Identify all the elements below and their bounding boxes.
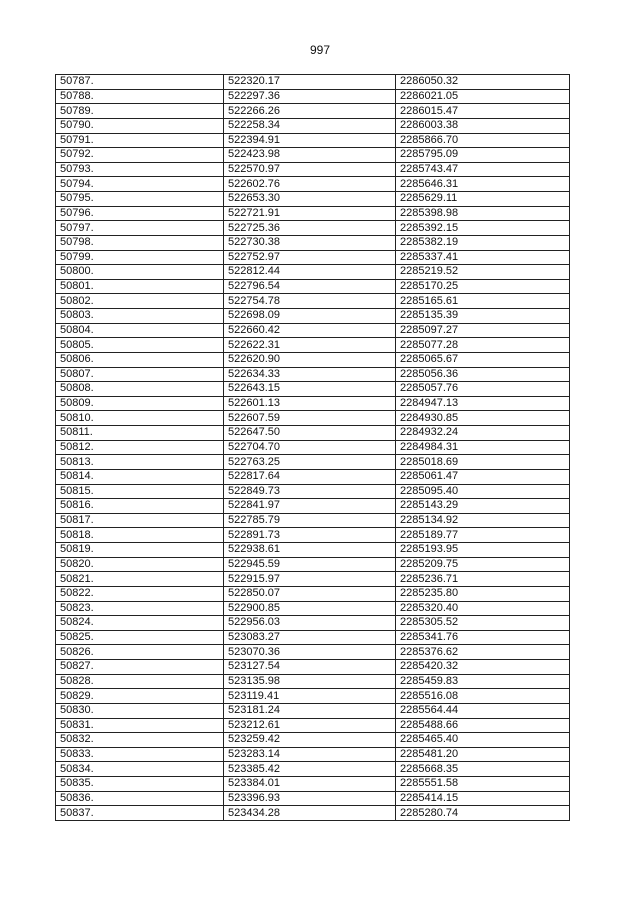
y-coordinate-cell: 2285018.69 — [396, 455, 570, 470]
point-number-cell: 50794. — [56, 177, 224, 192]
x-coordinate-cell: 523396.93 — [224, 791, 396, 806]
x-coordinate-cell: 522394.91 — [224, 133, 396, 148]
table-row — [56, 762, 570, 777]
point-number-cell: 50802. — [56, 294, 224, 309]
x-coordinate-cell: 522763.25 — [224, 455, 396, 470]
y-coordinate-cell: 2285135.39 — [396, 309, 570, 324]
table-row — [56, 674, 570, 689]
y-coordinate-cell: 2285382.19 — [396, 235, 570, 250]
table-row — [56, 426, 570, 441]
x-coordinate-cell: 522891.73 — [224, 528, 396, 543]
x-coordinate-cell: 522634.33 — [224, 367, 396, 382]
x-coordinate-cell: 522730.38 — [224, 235, 396, 250]
x-coordinate-cell: 522956.03 — [224, 616, 396, 631]
x-coordinate-cell: 522796.54 — [224, 279, 396, 294]
x-coordinate-cell: 522620.90 — [224, 352, 396, 367]
table-row — [56, 791, 570, 806]
x-coordinate-cell: 523119.41 — [224, 689, 396, 704]
point-number-cell: 50787. — [56, 75, 224, 90]
y-coordinate-cell: 2285320.40 — [396, 601, 570, 616]
point-number-cell: 50830. — [56, 703, 224, 718]
table-row — [56, 411, 570, 426]
y-coordinate-cell: 2285866.70 — [396, 133, 570, 148]
x-coordinate-cell: 522423.98 — [224, 148, 396, 163]
x-coordinate-cell: 522258.34 — [224, 118, 396, 133]
y-coordinate-cell: 2285481.20 — [396, 747, 570, 762]
point-number-cell: 50809. — [56, 396, 224, 411]
point-number-cell: 50827. — [56, 660, 224, 675]
y-coordinate-cell: 2285564.44 — [396, 703, 570, 718]
point-number-cell: 50834. — [56, 762, 224, 777]
table-row — [56, 557, 570, 572]
point-number-cell: 50788. — [56, 89, 224, 104]
x-coordinate-cell: 522266.26 — [224, 104, 396, 119]
y-coordinate-cell: 2285280.74 — [396, 806, 570, 821]
point-number-cell: 50816. — [56, 499, 224, 514]
y-coordinate-cell: 2285376.62 — [396, 645, 570, 660]
point-number-cell: 50804. — [56, 323, 224, 338]
point-number-cell: 50796. — [56, 206, 224, 221]
point-number-cell: 50798. — [56, 235, 224, 250]
point-number-cell: 50799. — [56, 250, 224, 265]
y-coordinate-cell: 2284947.13 — [396, 396, 570, 411]
point-number-cell: 50825. — [56, 630, 224, 645]
point-number-cell: 50824. — [56, 616, 224, 631]
point-number-cell: 50789. — [56, 104, 224, 119]
x-coordinate-cell: 523181.24 — [224, 703, 396, 718]
y-coordinate-cell: 2284930.85 — [396, 411, 570, 426]
x-coordinate-cell: 523259.42 — [224, 733, 396, 748]
table-row — [56, 148, 570, 163]
table-row — [56, 630, 570, 645]
table-row — [56, 733, 570, 748]
y-coordinate-cell: 2285209.75 — [396, 557, 570, 572]
table-row — [56, 718, 570, 733]
table-row — [56, 616, 570, 631]
x-coordinate-cell: 522725.36 — [224, 221, 396, 236]
y-coordinate-cell: 2285189.77 — [396, 528, 570, 543]
table-row — [56, 279, 570, 294]
y-coordinate-cell: 2285341.76 — [396, 630, 570, 645]
table-row — [56, 747, 570, 762]
table-row — [56, 660, 570, 675]
x-coordinate-cell: 523385.42 — [224, 762, 396, 777]
y-coordinate-cell: 2285459.83 — [396, 674, 570, 689]
x-coordinate-cell: 522660.42 — [224, 323, 396, 338]
point-number-cell: 50792. — [56, 148, 224, 163]
table-row — [56, 294, 570, 309]
x-coordinate-cell: 522752.97 — [224, 250, 396, 265]
x-coordinate-cell: 522704.70 — [224, 440, 396, 455]
y-coordinate-cell: 2285057.76 — [396, 382, 570, 397]
y-coordinate-cell: 2285095.40 — [396, 484, 570, 499]
x-coordinate-cell: 522817.64 — [224, 469, 396, 484]
point-number-cell: 50832. — [56, 733, 224, 748]
x-coordinate-cell: 523135.98 — [224, 674, 396, 689]
x-coordinate-cell: 522698.09 — [224, 309, 396, 324]
y-coordinate-cell: 2285516.08 — [396, 689, 570, 704]
table-row — [56, 367, 570, 382]
x-coordinate-cell: 522938.61 — [224, 543, 396, 558]
y-coordinate-cell: 2285165.61 — [396, 294, 570, 309]
y-coordinate-cell: 2285743.47 — [396, 162, 570, 177]
table-row — [56, 469, 570, 484]
y-coordinate-cell: 2286050.32 — [396, 75, 570, 90]
table-row — [56, 440, 570, 455]
x-coordinate-cell: 523434.28 — [224, 806, 396, 821]
x-coordinate-cell: 522945.59 — [224, 557, 396, 572]
table-row — [56, 586, 570, 601]
table-row — [56, 309, 570, 324]
table-row — [56, 513, 570, 528]
x-coordinate-cell: 522849.73 — [224, 484, 396, 499]
point-number-cell: 50817. — [56, 513, 224, 528]
x-coordinate-cell: 523384.01 — [224, 777, 396, 792]
x-coordinate-cell: 523083.27 — [224, 630, 396, 645]
y-coordinate-cell: 2285488.66 — [396, 718, 570, 733]
x-coordinate-cell: 522602.76 — [224, 177, 396, 192]
point-number-cell: 50833. — [56, 747, 224, 762]
x-coordinate-cell: 522643.15 — [224, 382, 396, 397]
coordinate-table — [55, 74, 570, 821]
y-coordinate-cell: 2285235.80 — [396, 586, 570, 601]
x-coordinate-cell: 523212.61 — [224, 718, 396, 733]
y-coordinate-cell: 2285795.09 — [396, 148, 570, 163]
table-row — [56, 645, 570, 660]
table-row — [56, 484, 570, 499]
table-row — [56, 192, 570, 207]
point-number-cell: 50814. — [56, 469, 224, 484]
y-coordinate-cell: 2286015.47 — [396, 104, 570, 119]
table-row — [56, 162, 570, 177]
point-number-cell: 50790. — [56, 118, 224, 133]
x-coordinate-cell: 522647.50 — [224, 426, 396, 441]
table-row — [56, 177, 570, 192]
table-row — [56, 338, 570, 353]
x-coordinate-cell: 523283.14 — [224, 747, 396, 762]
point-number-cell: 50818. — [56, 528, 224, 543]
x-coordinate-cell: 522785.79 — [224, 513, 396, 528]
table-row — [56, 382, 570, 397]
y-coordinate-cell: 2285143.29 — [396, 499, 570, 514]
page-number: 997 — [309, 43, 331, 57]
x-coordinate-cell: 522915.97 — [224, 572, 396, 587]
x-coordinate-cell: 522841.97 — [224, 499, 396, 514]
point-number-cell: 50837. — [56, 806, 224, 821]
table-row — [56, 601, 570, 616]
y-coordinate-cell: 2285646.31 — [396, 177, 570, 192]
y-coordinate-cell: 2285065.67 — [396, 352, 570, 367]
y-coordinate-cell: 2285551.58 — [396, 777, 570, 792]
point-number-cell: 50797. — [56, 221, 224, 236]
table-row — [56, 703, 570, 718]
table-row — [56, 777, 570, 792]
y-coordinate-cell: 2285465.40 — [396, 733, 570, 748]
point-number-cell: 50820. — [56, 557, 224, 572]
y-coordinate-cell: 2285056.36 — [396, 367, 570, 382]
x-coordinate-cell: 522812.44 — [224, 265, 396, 280]
y-coordinate-cell: 2285414.15 — [396, 791, 570, 806]
table-row — [56, 689, 570, 704]
table-row — [56, 323, 570, 338]
table-row — [56, 206, 570, 221]
y-coordinate-cell: 2285097.27 — [396, 323, 570, 338]
point-number-cell: 50835. — [56, 777, 224, 792]
y-coordinate-cell: 2284932.24 — [396, 426, 570, 441]
y-coordinate-cell: 2285420.32 — [396, 660, 570, 675]
table-row — [56, 455, 570, 470]
point-number-cell: 50800. — [56, 265, 224, 280]
x-coordinate-cell: 522653.30 — [224, 192, 396, 207]
x-coordinate-cell: 522850.07 — [224, 586, 396, 601]
x-coordinate-cell: 522754.78 — [224, 294, 396, 309]
y-coordinate-cell: 2285219.52 — [396, 265, 570, 280]
point-number-cell: 50791. — [56, 133, 224, 148]
x-coordinate-cell: 522601.13 — [224, 396, 396, 411]
table-row — [56, 89, 570, 104]
point-number-cell: 50829. — [56, 689, 224, 704]
point-number-cell: 50823. — [56, 601, 224, 616]
y-coordinate-cell: 2285193.95 — [396, 543, 570, 558]
x-coordinate-cell: 522607.59 — [224, 411, 396, 426]
x-coordinate-cell: 522721.91 — [224, 206, 396, 221]
table-row — [56, 499, 570, 514]
x-coordinate-cell: 522900.85 — [224, 601, 396, 616]
table-row — [56, 265, 570, 280]
table-row — [56, 118, 570, 133]
point-number-cell: 50812. — [56, 440, 224, 455]
x-coordinate-cell: 522622.31 — [224, 338, 396, 353]
table-row — [56, 250, 570, 265]
point-number-cell: 50805. — [56, 338, 224, 353]
table-body — [56, 75, 570, 821]
point-number-cell: 50828. — [56, 674, 224, 689]
point-number-cell: 50813. — [56, 455, 224, 470]
table-row — [56, 396, 570, 411]
y-coordinate-cell: 2286003.38 — [396, 118, 570, 133]
point-number-cell: 50803. — [56, 309, 224, 324]
y-coordinate-cell: 2285392.15 — [396, 221, 570, 236]
y-coordinate-cell: 2285337.41 — [396, 250, 570, 265]
point-number-cell: 50831. — [56, 718, 224, 733]
x-coordinate-cell: 522320.17 — [224, 75, 396, 90]
point-number-cell: 50811. — [56, 426, 224, 441]
y-coordinate-cell: 2285305.52 — [396, 616, 570, 631]
point-number-cell: 50836. — [56, 791, 224, 806]
y-coordinate-cell: 2285170.25 — [396, 279, 570, 294]
table-row — [56, 352, 570, 367]
point-number-cell: 50815. — [56, 484, 224, 499]
point-number-cell: 50819. — [56, 543, 224, 558]
point-number-cell: 50808. — [56, 382, 224, 397]
x-coordinate-cell: 522570.97 — [224, 162, 396, 177]
table-row — [56, 543, 570, 558]
point-number-cell: 50807. — [56, 367, 224, 382]
table-row — [56, 75, 570, 90]
y-coordinate-cell: 2284984.31 — [396, 440, 570, 455]
y-coordinate-cell: 2285668.35 — [396, 762, 570, 777]
point-number-cell: 50795. — [56, 192, 224, 207]
y-coordinate-cell: 2285077.28 — [396, 338, 570, 353]
table-row — [56, 572, 570, 587]
table-row — [56, 221, 570, 236]
point-number-cell: 50826. — [56, 645, 224, 660]
table-row — [56, 528, 570, 543]
point-number-cell: 50801. — [56, 279, 224, 294]
point-number-cell: 50806. — [56, 352, 224, 367]
x-coordinate-cell: 522297.36 — [224, 89, 396, 104]
point-number-cell: 50793. — [56, 162, 224, 177]
point-number-cell: 50822. — [56, 586, 224, 601]
y-coordinate-cell: 2285398.98 — [396, 206, 570, 221]
y-coordinate-cell: 2285236.71 — [396, 572, 570, 587]
y-coordinate-cell: 2285629.11 — [396, 192, 570, 207]
table-row — [56, 235, 570, 250]
y-coordinate-cell: 2286021.05 — [396, 89, 570, 104]
x-coordinate-cell: 523127.54 — [224, 660, 396, 675]
y-coordinate-cell: 2285134.92 — [396, 513, 570, 528]
table-row — [56, 133, 570, 148]
table-row — [56, 806, 570, 821]
x-coordinate-cell: 523070.36 — [224, 645, 396, 660]
point-number-cell: 50810. — [56, 411, 224, 426]
table-row — [56, 104, 570, 119]
point-number-cell: 50821. — [56, 572, 224, 587]
y-coordinate-cell: 2285061.47 — [396, 469, 570, 484]
